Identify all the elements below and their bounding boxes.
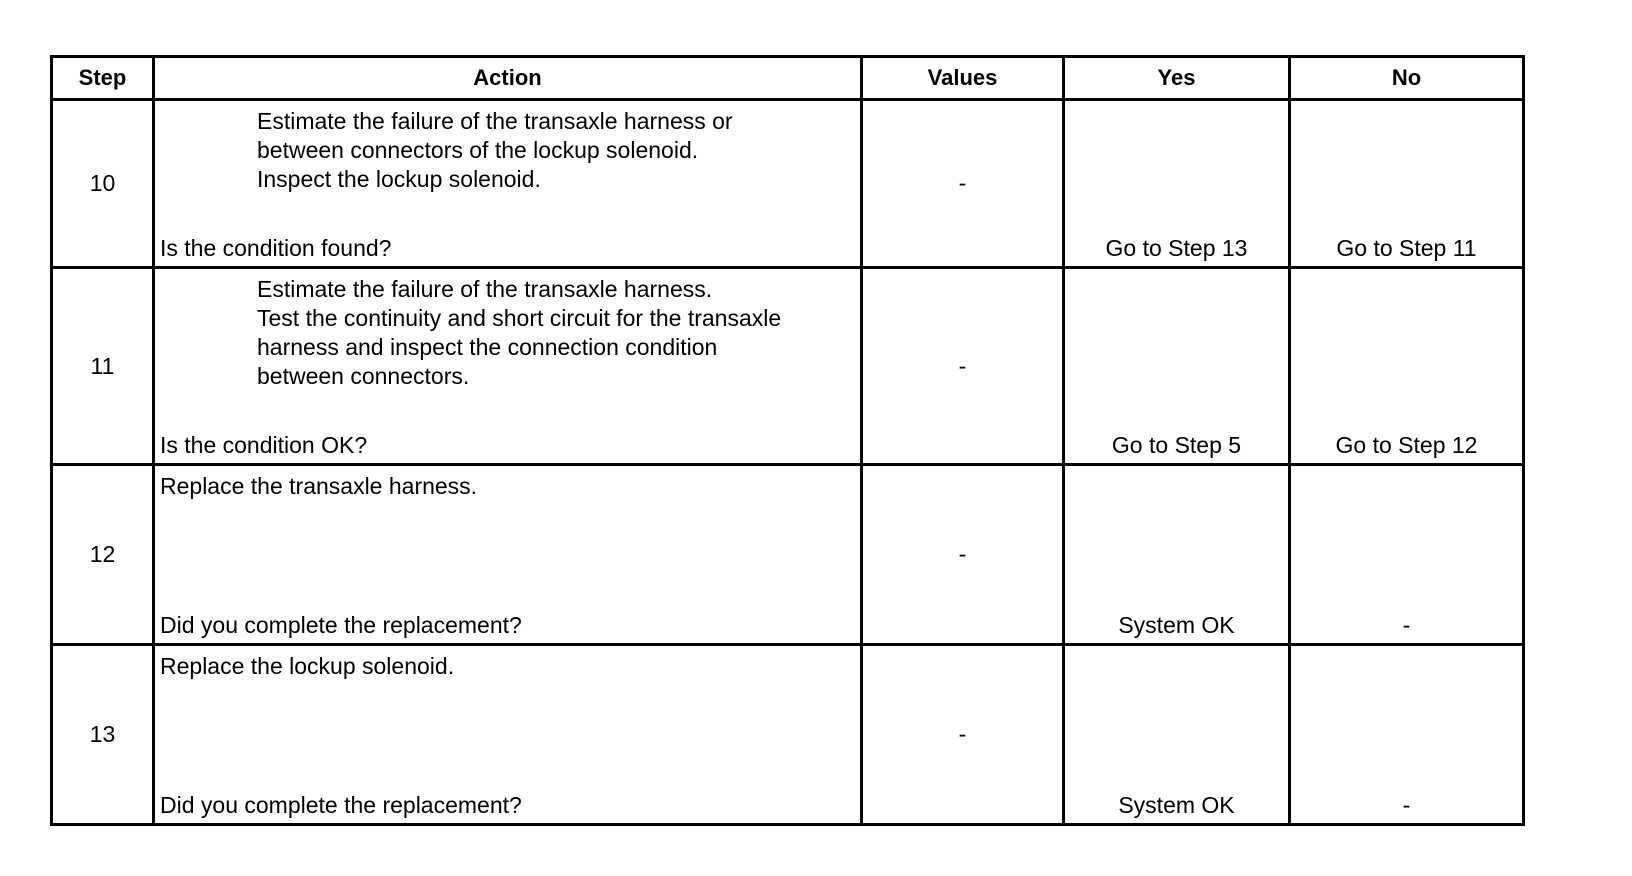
action-line: Test the continuity and short circuit for the transaxle [257, 305, 782, 331]
table-row [52, 100, 1524, 268]
header-no: No [1290, 57, 1524, 100]
action-cell [154, 268, 862, 465]
values-cell: - [862, 645, 1064, 825]
yes-result: System OK [1064, 465, 1290, 645]
action-line: between connectors of the lockup solenoid. [257, 137, 699, 163]
no-result: Go to Step 11 [1290, 100, 1524, 268]
no-result: Go to Step 12 [1290, 268, 1524, 465]
table-row [52, 268, 1524, 465]
step-number: 13 [52, 645, 154, 825]
table-row [52, 645, 1524, 825]
action-question: Did you complete the replacement? [160, 792, 522, 818]
no-result: - [1290, 465, 1524, 645]
action-question: Did you complete the replacement? [160, 612, 522, 638]
header-step: Step [52, 57, 154, 100]
header-action: Action [154, 57, 862, 100]
action-line: Estimate the failure of the transaxle harness. [257, 276, 713, 302]
action-line: Replace the lockup solenoid. [160, 653, 455, 679]
header-values: Values [862, 57, 1064, 100]
action-line: between connectors. [257, 363, 470, 389]
values-cell: - [862, 100, 1064, 268]
action-question: Is the condition OK? [160, 432, 368, 458]
action-cell [154, 645, 862, 825]
header-row [52, 57, 1524, 100]
action-instructions [155, 652, 856, 681]
values-cell: - [862, 465, 1064, 645]
yes-result: System OK [1064, 645, 1290, 825]
action-question: Is the condition found? [160, 235, 392, 261]
no-result: - [1290, 645, 1524, 825]
yes-result: Go to Step 5 [1064, 268, 1290, 465]
action-instructions [155, 275, 856, 391]
action-line: Replace the transaxle harness. [160, 473, 478, 499]
diagnostic-table [50, 55, 1525, 826]
action-line: Estimate the failure of the transaxle harness or [257, 108, 733, 134]
action-instructions [155, 107, 856, 194]
action-line: Inspect the lockup solenoid. [257, 166, 541, 192]
table-row [52, 465, 1524, 645]
action-instructions [155, 472, 856, 501]
step-number: 11 [52, 268, 154, 465]
step-number: 10 [52, 100, 154, 268]
action-line: harness and inspect the connection condition [257, 334, 718, 360]
header-yes: Yes [1064, 57, 1290, 100]
values-cell: - [862, 268, 1064, 465]
action-cell [154, 465, 862, 645]
action-cell [154, 100, 862, 268]
yes-result: Go to Step 13 [1064, 100, 1290, 268]
step-number: 12 [52, 465, 154, 645]
